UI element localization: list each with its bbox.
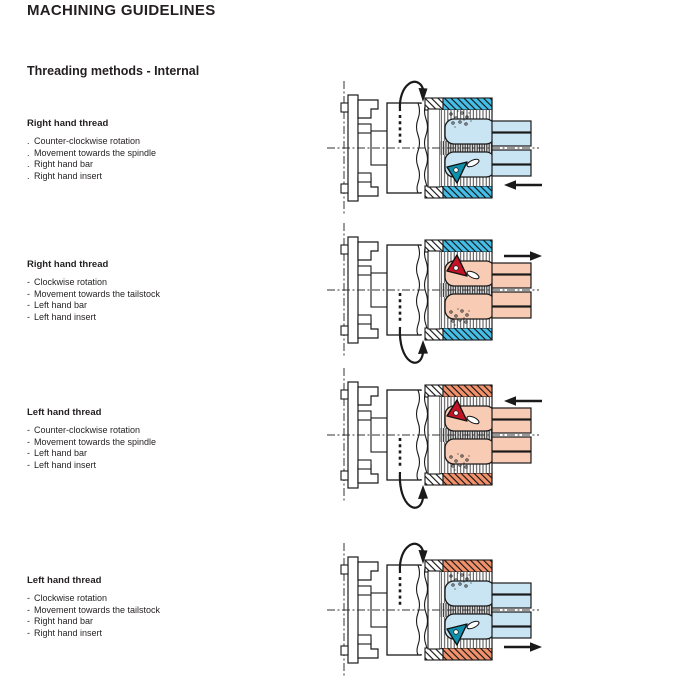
chuck-jaw-top	[358, 100, 378, 118]
bullet-marker: .	[27, 147, 30, 158]
bullet-marker: -	[27, 312, 30, 323]
bullet-item	[27, 437, 297, 449]
page-subtitle: Threading methods - Internal	[27, 64, 200, 78]
bullet-text: Clockwise rotation	[34, 593, 108, 603]
bullet-text: Left hand insert	[34, 312, 97, 323]
bullet-marker: -	[27, 628, 30, 639]
thread-zone-top	[443, 240, 492, 252]
bullet-text: Right hand bar	[34, 616, 94, 627]
thread-diagram-4	[325, 535, 545, 695]
thread-zone-bottom	[443, 473, 492, 485]
bullet-item	[27, 448, 297, 460]
section-left-hand-thread-1	[27, 407, 297, 472]
thread-zone-top	[443, 98, 492, 110]
bullet-item	[27, 605, 297, 617]
bullet-item	[27, 628, 297, 640]
bullet-item	[27, 171, 297, 183]
bullet-item	[27, 593, 297, 605]
bullet-text: Movement towards the spindle	[34, 436, 157, 447]
bullet-marker: -	[27, 425, 30, 435]
bullet-item	[27, 136, 297, 148]
bullet-text: Left hand insert	[34, 460, 97, 471]
bullet-marker: -	[27, 460, 30, 471]
thread-zone-bottom	[443, 186, 492, 198]
bullet-marker: -	[27, 277, 30, 287]
bullet-item	[27, 159, 297, 171]
chuck-jaw-top	[358, 387, 378, 405]
bullet-marker: -	[27, 604, 30, 615]
bullet-text: Right hand bar	[34, 159, 94, 170]
bullet-item	[27, 460, 297, 472]
section-left-hand-thread-2	[27, 575, 297, 640]
chuck-jaw-top	[358, 242, 378, 260]
bullet-text: Counter-clockwise rotation	[34, 425, 141, 435]
bullet-marker: .	[27, 159, 30, 170]
bullet-marker: .	[27, 136, 30, 146]
section-heading: Left hand thread	[27, 407, 102, 418]
bullet-text: Counter-clockwise rotation	[34, 136, 141, 146]
bullet-text: Clockwise rotation	[34, 277, 108, 287]
section-right-hand-thread-1	[27, 118, 297, 183]
bullet-marker: .	[27, 171, 30, 182]
thread-zone-top	[443, 560, 492, 572]
feed-arrow-icon	[504, 642, 542, 652]
feed-arrow-icon	[504, 180, 542, 190]
bullet-text: Left hand bar	[34, 300, 88, 311]
bullet-item	[27, 277, 297, 289]
section-right-hand-thread-2	[27, 259, 297, 324]
bullet-item	[27, 289, 297, 301]
bullet-item	[27, 300, 297, 312]
bullet-text: Left hand bar	[34, 448, 88, 459]
bullet-text: Right hand insert	[34, 628, 103, 639]
section-heading: Right hand thread	[27, 118, 109, 129]
bullet-marker: -	[27, 300, 30, 311]
thread-diagram-2	[325, 215, 545, 375]
boring-bar-bottom	[445, 437, 531, 464]
bullet-text: Movement towards the spindle	[34, 147, 157, 158]
thread-zone-top	[443, 385, 492, 397]
bullet-marker: -	[27, 436, 30, 447]
bullet-marker: -	[27, 448, 30, 459]
bullet-text: Right hand insert	[34, 171, 103, 182]
thread-diagram-1	[325, 73, 545, 233]
boring-bar-top	[445, 581, 531, 608]
boring-bar-top	[445, 119, 531, 146]
thread-zone-bottom	[443, 328, 492, 340]
bullet-item	[27, 312, 297, 324]
thread-diagram-3	[325, 360, 545, 520]
bullet-item	[27, 616, 297, 628]
section-heading: Right hand thread	[27, 259, 109, 270]
bullet-text: Movement towards the tailstock	[34, 604, 161, 615]
bullet-marker: -	[27, 593, 30, 603]
chuck-jaw-top	[358, 562, 378, 580]
bullet-marker: -	[27, 288, 30, 299]
section-heading: Left hand thread	[27, 575, 102, 586]
boring-bar-bottom	[445, 292, 531, 319]
feed-arrow-icon	[504, 396, 542, 406]
bullet-item	[27, 425, 297, 437]
bullet-item	[27, 148, 297, 160]
page-title: MACHINING GUIDELINES	[27, 2, 216, 19]
bullet-text: Movement towards the tailstock	[34, 288, 161, 299]
feed-arrow-icon	[504, 251, 542, 261]
bullet-marker: -	[27, 616, 30, 627]
